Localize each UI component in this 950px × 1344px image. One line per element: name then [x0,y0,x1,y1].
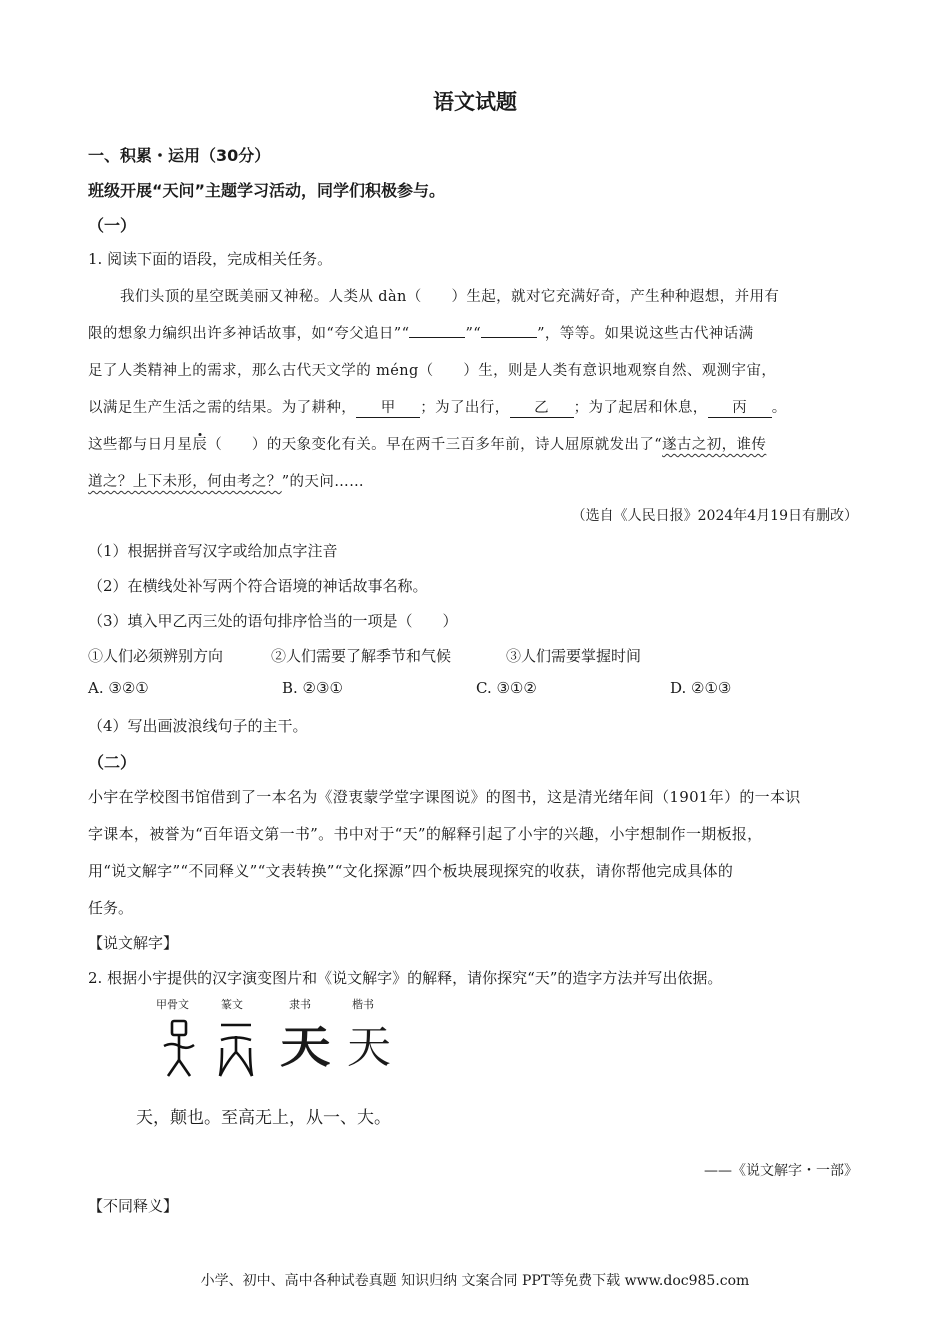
passage-line-6 [88,470,364,491]
label-oracle-bone: 甲骨文 [156,998,189,1011]
blank-bing: 丙 [708,401,772,418]
blank-yi: 乙 [510,401,574,418]
statement-item-1: ①人们必须辨别方向 [88,647,224,665]
passage-line-4 [88,396,787,418]
question-1-stem: 1. 阅读下面的语段，完成相关任务。 [88,250,333,268]
oracle-bone-tian-glyph [160,1018,200,1080]
sub-question-3: （3）填入甲乙丙三处的语句排序恰当的一项是（ ） [88,612,458,630]
passage-line-4-text-b: ；为了出行， [420,400,510,416]
passage-line-2-text-b: ”“ [465,326,482,342]
shuowen-explanation: 天，颠也。至高无上，从一、大。 [136,1108,391,1128]
passage-line-4-text-a: 以满足生产生活之需的结果。为了耕种， [88,400,357,416]
page-title: 语文试题 [433,90,517,114]
block-heading-different-meanings: 【不同释义】 [88,1197,179,1215]
passage-line-2-text-a: 限的想象力编织出许多神话故事，如“夸父追日”“ [88,326,410,342]
passage-line-1: 我们头顶的星空既美丽又神秘。人类从 dàn（ ）生起，就对它充满好奇，产生种种遐想，并用有 [120,289,780,305]
myth-blank-1 [409,337,465,338]
sub-question-2: （2）在横线处补写两个符合语境的神话故事名称。 [88,577,428,595]
option-b: B. ②③① [282,679,343,697]
statement-item-2: ②人们需要了解季节和气候 [271,647,452,665]
passage-line-2-text-c: ”，等等。如果说这些古代神话满 [537,326,754,342]
part-two-label: （二） [88,753,137,772]
part-two-paragraph-line-1: 小宇在学校图书馆借到了一本名为《澄衷蒙学堂字课图说》的图书，这是清光绪年间（1901年）的一本识 [88,788,801,806]
passage-line-4-text-d: 。 [771,400,787,416]
passage-line-3: 足了人类精神上的需求，那么古代天文学的 méng（ ）生，则是人类有意识地观察自然、观测宇宙， [88,363,777,379]
option-a: A. ③②① [88,679,149,697]
blank-jia: 甲 [356,401,420,418]
dotted-character: 辰 [192,437,208,453]
page-footer: 小学、初中、高中各种试卷真题 知识归纳 文案合同 PPT等免费下载 www.doc985.com [200,1273,750,1289]
passage-source: （选自《人民日报》2024年4月19日有删改） [571,508,858,524]
passage-line-5-text-b: （ ）的天象变化有关。早在两千三百多年前，诗人屈原就发出了“ [207,437,663,453]
section-intro: 班级开展“天问”主题学习活动，同学们积极参与。 [88,181,446,200]
passage-line-5 [88,433,766,454]
passage-line-6-text-b: ”的天问…… [281,474,365,490]
option-d: D. ②①③ [670,679,732,697]
sub-question-1: （1）根据拼音写汉字或给加点字注音 [88,542,338,560]
part-one-label: （一） [88,216,137,235]
wavy-underlined-sentence-part-1: 遂古之初，谁传 [662,437,767,453]
statement-item-3: ③人们需要掌握时间 [506,647,642,665]
seal-script-tian-glyph [214,1020,258,1080]
regular-script-tian-glyph: 天 [347,1022,391,1073]
option-c: C. ③①② [476,679,537,697]
part-two-paragraph-line-4: 任务。 [88,899,134,917]
clerical-script-tian-glyph: 天 [280,1022,331,1073]
sub-question-4: （4）写出画波浪线句子的主干。 [88,717,308,735]
wavy-underlined-sentence-part-2: 道之？上下未形，何由考之？ [88,474,282,490]
label-seal-script: 篆文 [221,998,243,1011]
label-clerical-script: 隶书 [289,998,311,1011]
passage-line-2 [88,322,754,343]
section-heading: 一、积累・运用（30分） [88,146,271,165]
passage-line-4-text-c: ；为了起居和休息， [573,400,708,416]
part-two-paragraph-line-3: 用“说文解字”“不同释义”“文表转换”“文化探源”四个板块展现探究的收获，请你帮他完成具体的 [88,862,734,880]
passage-line-5-text-a: 这些都与日月星 [88,437,193,453]
label-regular-script: 楷书 [352,998,374,1011]
question-2-stem: 2. 根据小宇提供的汉字演变图片和《说文解字》的解释，请你探究“天”的造字方法并写出依据。 [88,969,723,987]
part-two-paragraph-line-2: 字课本，被誉为“百年语文第一书”。书中对于“天”的解释引起了小宇的兴趣，小宇想制作一期板报， [88,825,763,843]
shuowen-source: ——《说文解字・一部》 [704,1163,858,1179]
block-heading-shuowen: 【说文解字】 [88,934,179,952]
myth-blank-2 [481,337,537,338]
